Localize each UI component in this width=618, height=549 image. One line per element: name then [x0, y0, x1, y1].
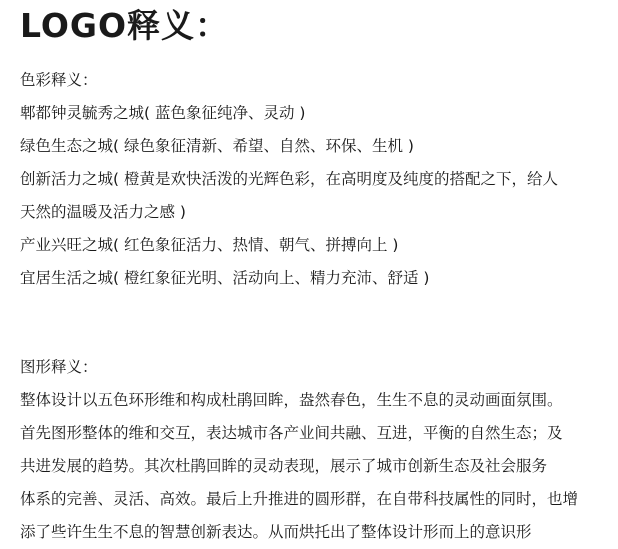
paragraph-line: 整体设计以五色环形维和构成杜鹃回眸，盎然春色，生生不息的灵动画面氛围。	[20, 391, 563, 409]
page-title: LOGO释义：	[20, 6, 230, 45]
paragraph-line: 体系的完善、灵活、高效。最后上升推进的圆形群，在自带科技属性的同时，也增	[20, 490, 579, 508]
paragraph-line: 宜居生活之城( 橙红象征光明、活动向上、精力充沛、舒适 )	[20, 269, 430, 287]
section-heading: 图形释义：	[20, 358, 98, 376]
paragraph-line: 添了些许生生不息的智慧创新表达。从而烘托出了整体设计形而上的意识形	[20, 523, 532, 541]
paragraph-line: 创新活力之城( 橙黄是欢快活泼的光辉色彩，在高明度及纯度的搭配之下，给人	[20, 170, 558, 188]
paragraph-line: 首先图形整体的维和交互，表达城市各产业间共融、互进，平衡的自然生态；及	[20, 424, 563, 442]
paragraph-line: 天然的温暖及活力之感 )	[20, 203, 186, 221]
shape-meaning-section	[20, 351, 610, 549]
paragraph-line: 产业兴旺之城( 红色象征活力、热情、朝气、拼搏向上 )	[20, 236, 399, 254]
paragraph-line: 绿色生态之城( 绿色象征清新、希望、自然、环保、生机 )	[20, 137, 414, 155]
paragraph-line: 共进发展的趋势。其次杜鹃回眸的灵动表现，展示了城市创新生态及社会服务	[20, 457, 548, 475]
paragraph-line: 郫都钟灵毓秀之城( 蓝色象征纯净、灵动 )	[20, 104, 306, 122]
color-meaning-section	[20, 64, 610, 295]
section-heading: 色彩释义：	[20, 71, 98, 89]
